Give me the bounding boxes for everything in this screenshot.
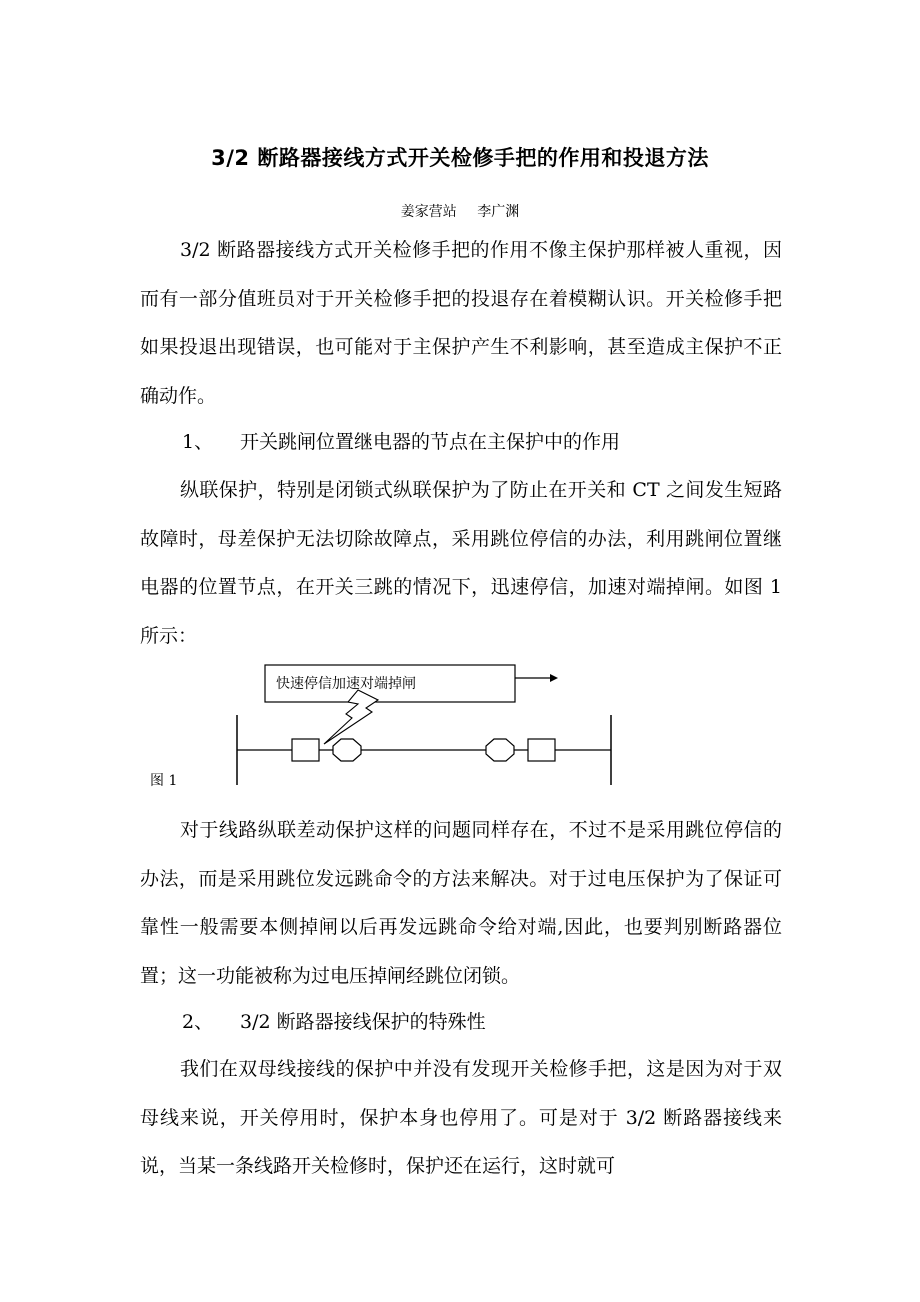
author-name: 李广渊 xyxy=(477,204,520,220)
section-title: 开关跳闸位置继电器的节点在主保护中的作用 xyxy=(240,431,621,453)
section-title: 3/2 断路器接线保护的特殊性 xyxy=(240,1011,486,1033)
section-number: 1、 xyxy=(182,431,214,453)
figure-box-text: 快速停信加速对端掉闸 xyxy=(276,676,416,692)
author-line xyxy=(0,202,920,222)
paragraph-differential-protection: 对于线路纵联差动保护这样的问题同样存在，不过不是采用跳位停信的办法，而是采用跳位发远跳命令的方法来解决。对于过电压保护为了保证可靠性一般需要本侧掉闸以后再发远跳命令给对端,因此，也要判别断路器位置；这一功能被称为过电压掉闸经跳位闭锁。 xyxy=(140,819,782,987)
right-ct xyxy=(486,739,514,761)
section-heading-2 xyxy=(182,1007,782,1037)
left-breaker xyxy=(292,739,319,761)
section-number: 2、 xyxy=(182,1011,214,1033)
right-breaker xyxy=(528,739,555,761)
figure-label: 图 1 xyxy=(150,773,178,789)
paragraph-intro: 3/2 断路器接线方式开关检修手把的作用不像主保护那样被人重视，因而有一部分值班员对于开关检修手把的投退存在着模糊认识。开关检修手把如果投退出现错误，也可能对于主保护产生不利影响，甚至造成主保护不正确动作。 xyxy=(140,239,782,407)
document-title: 3/2 断路器接线方式开关检修手把的作用和投退方法 xyxy=(211,146,709,170)
arrow-head xyxy=(550,674,558,682)
paragraph-pilot-protection: 纵联保护，特别是闭锁式纵联保护为了防止在开关和 CT 之间发生短路故障时，母差保护无法切除故障点，采用跳位停信的办法，利用跳闸位置继电器的位置节点，在开关三跳的情况下，迅速停信，加速对端掉闸。如图 1 所示： xyxy=(140,479,782,647)
left-ct xyxy=(333,739,361,761)
paragraph-double-bus: 我们在双母线接线的保护中并没有发现开关检修手把，这是因为对于双母线来说，开关停用时，保护本身也停用了。可是对于 3/2 断路器接线来说，当某一条线路开关检修时，保护还在运行，这时就可 xyxy=(140,1058,782,1177)
section-heading-1 xyxy=(182,427,782,457)
author-station: 姜家营站 xyxy=(400,204,457,220)
